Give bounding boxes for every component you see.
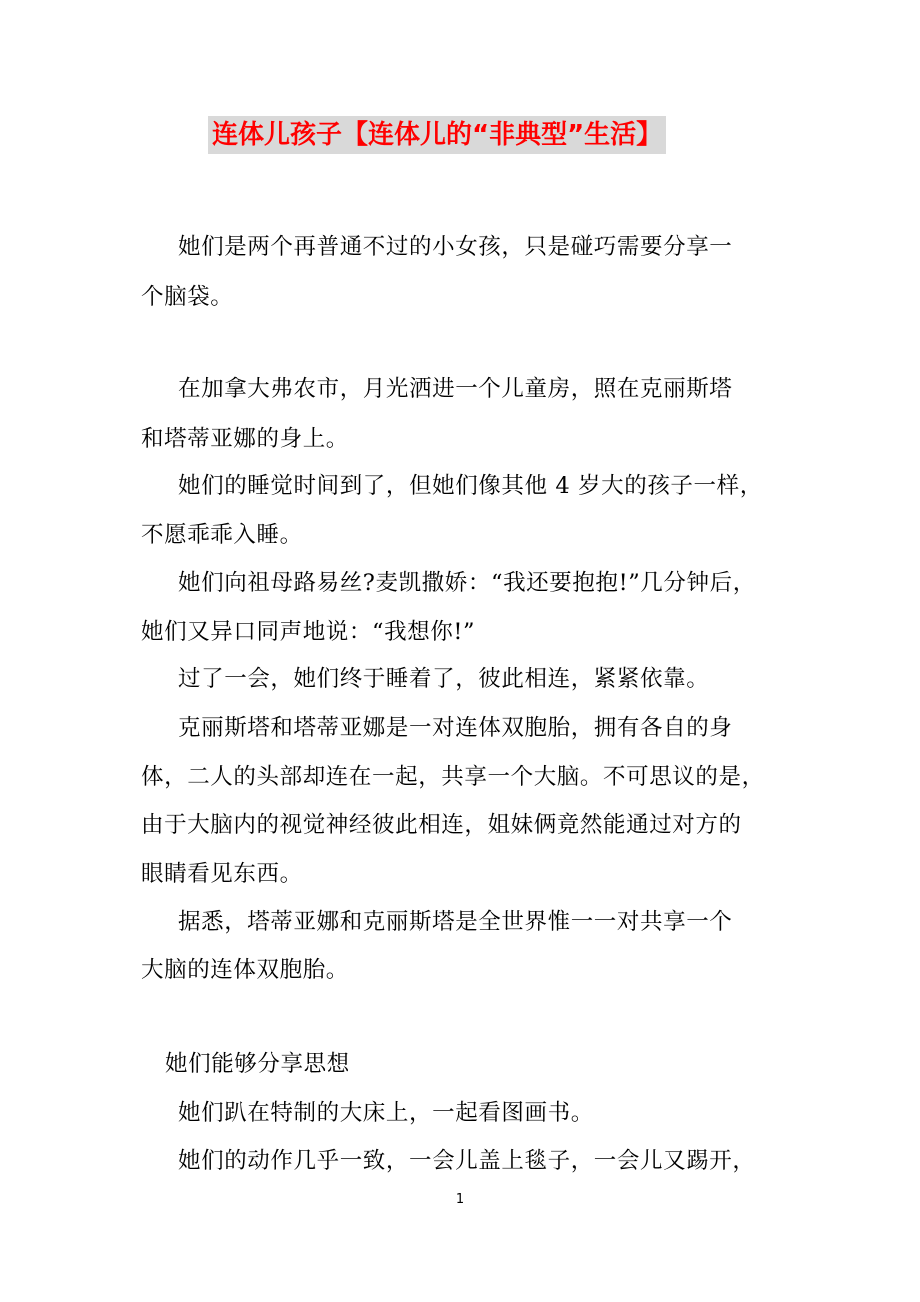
paragraph-line: 不愿乖乖入睡。 bbox=[141, 522, 303, 548]
section-heading: 她们能够分享思想 bbox=[165, 1051, 350, 1077]
paragraph-line: 她们趴在特制的大床上，一起看图画书。 bbox=[178, 1100, 594, 1126]
paragraph-line: 克丽斯塔和塔蒂亚娜是一对连体双胞胎，拥有各自的身 bbox=[178, 715, 733, 741]
paragraph-line: 眼睛看见东西。 bbox=[141, 861, 303, 887]
paragraph-line: 由于大脑内的视觉神经彼此相连，姐妹俩竟然能通过对方的 bbox=[141, 812, 742, 838]
document-title: 连体儿孩子【连体儿的“非典型”生活】 bbox=[208, 116, 666, 154]
paragraph-line: 她们的睡觉时间到了，但她们像其他 4 岁大的孩子一样， bbox=[178, 473, 763, 499]
paragraph-line: 个脑袋。 bbox=[141, 284, 234, 310]
paragraph-line: 体，二人的头部却连在一起，共享一个大脑。不可思议的是， bbox=[141, 764, 765, 790]
paragraph-line: 她们又异口同声地说：“我想你!” bbox=[141, 619, 476, 645]
paragraph-line: 她们是两个再普通不过的小女孩，只是碰巧需要分享一 bbox=[178, 234, 733, 260]
paragraph-line: 在加拿大弗农市，月光洒进一个儿童房，照在克丽斯塔 bbox=[178, 376, 733, 402]
paragraph-line: 过了一会，她们终于睡着了，彼此相连，紧紧依靠。 bbox=[178, 666, 710, 692]
paragraph-line: 大脑的连体双胞胎。 bbox=[141, 957, 349, 983]
paragraph-line: 她们的动作几乎一致，一会儿盖上毯子，一会儿又踢开， bbox=[178, 1148, 756, 1174]
page-number: 1 bbox=[455, 1192, 465, 1207]
paragraph-line: 据悉，塔蒂亚娜和克丽斯塔是全世界惟一一对共享一个 bbox=[178, 909, 733, 935]
paragraph-line: 她们向祖母路易丝?麦凯撒娇：“我还要抱抱!”几分钟后， bbox=[178, 570, 756, 596]
paragraph-line: 和塔蒂亚娜的身上。 bbox=[141, 426, 349, 452]
